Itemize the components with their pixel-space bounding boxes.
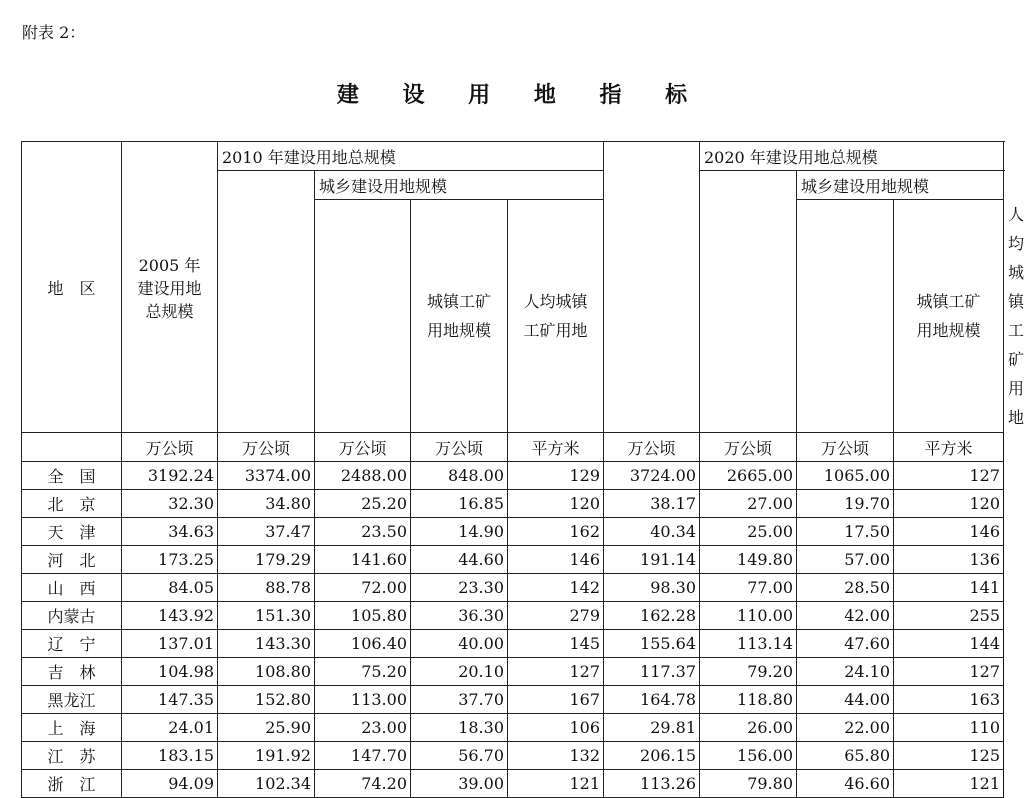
- value-cell: 20.10: [411, 658, 508, 686]
- value-cell: 40.00: [411, 630, 508, 658]
- value-cell: 848.00: [411, 462, 508, 490]
- value-cell: 28.50: [797, 574, 894, 602]
- value-cell: 56.70: [411, 742, 508, 770]
- value-cell: 16.85: [411, 490, 508, 518]
- header-2010-town-mine: 城镇工矿 用地规模: [411, 200, 508, 433]
- value-cell: 113.26: [604, 770, 700, 798]
- value-cell: 146: [894, 518, 1004, 546]
- value-cell: 34.80: [218, 490, 315, 518]
- value-cell: 102.34: [218, 770, 315, 798]
- value-cell: 23.00: [315, 714, 411, 742]
- value-cell: 167: [508, 686, 604, 714]
- unit-cell: 平方米: [508, 433, 604, 462]
- table-row: [22, 686, 1004, 714]
- page-note: 附表 2：: [22, 23, 86, 42]
- value-cell: 1065.00: [797, 462, 894, 490]
- value-cell: 106: [508, 714, 604, 742]
- value-cell: 127: [508, 658, 604, 686]
- header-2020-urban-rural: 城乡建设用地规模: [797, 171, 1004, 200]
- value-cell: 132: [508, 742, 604, 770]
- value-cell: 88.78: [218, 574, 315, 602]
- header-2020-ur-col: [797, 200, 894, 433]
- value-cell: 206.15: [604, 742, 700, 770]
- value-cell: 110.00: [700, 602, 797, 630]
- value-cell: 24.10: [797, 658, 894, 686]
- value-cell: 152.80: [218, 686, 315, 714]
- table-row: [22, 462, 1004, 490]
- header-2010-urban-rural: 城乡建设用地规模: [315, 171, 604, 200]
- value-cell: 94.09: [122, 770, 218, 798]
- value-cell: 32.30: [122, 490, 218, 518]
- unit-region-blank: [22, 433, 122, 462]
- header-2010-total-col: [218, 171, 315, 433]
- value-cell: 79.20: [700, 658, 797, 686]
- unit-cell: 万公顷: [411, 433, 508, 462]
- region-cell: 江 苏: [22, 742, 122, 770]
- value-cell: 75.20: [315, 658, 411, 686]
- header-2010-total: 2010 年建设用地总规模: [218, 142, 604, 171]
- header-region: 地 区: [22, 142, 122, 433]
- value-cell: 121: [508, 770, 604, 798]
- value-cell: 2665.00: [700, 462, 797, 490]
- value-cell: 44.00: [797, 686, 894, 714]
- value-cell: 120: [894, 490, 1004, 518]
- table-row: [22, 602, 1004, 630]
- header-2010-spacer: [604, 142, 700, 171]
- header-2010-ur-col: [315, 200, 411, 433]
- value-cell: 57.00: [797, 546, 894, 574]
- value-cell: 39.00: [411, 770, 508, 798]
- value-cell: 127: [894, 462, 1004, 490]
- unit-cell: 万公顷: [315, 433, 411, 462]
- table-row: [22, 658, 1004, 686]
- value-cell: 44.60: [411, 546, 508, 574]
- value-cell: 156.00: [700, 742, 797, 770]
- value-cell: 25.00: [700, 518, 797, 546]
- value-cell: 191.92: [218, 742, 315, 770]
- value-cell: 104.98: [122, 658, 218, 686]
- table-row: [22, 546, 1004, 574]
- value-cell: 25.20: [315, 490, 411, 518]
- value-cell: 37.70: [411, 686, 508, 714]
- value-cell: 79.80: [700, 770, 797, 798]
- value-cell: 129: [508, 462, 604, 490]
- value-cell: 136: [894, 546, 1004, 574]
- unit-cell: 万公顷: [218, 433, 315, 462]
- value-cell: 120: [508, 490, 604, 518]
- value-cell: 145: [508, 630, 604, 658]
- value-cell: 18.30: [411, 714, 508, 742]
- value-cell: 108.80: [218, 658, 315, 686]
- value-cell: 147.35: [122, 686, 218, 714]
- region-cell: 辽 宁: [22, 630, 122, 658]
- value-cell: 183.15: [122, 742, 218, 770]
- value-cell: 74.20: [315, 770, 411, 798]
- table-row: [22, 518, 1004, 546]
- value-cell: 14.90: [411, 518, 508, 546]
- value-cell: 34.63: [122, 518, 218, 546]
- value-cell: 137.01: [122, 630, 218, 658]
- region-cell: 上 海: [22, 714, 122, 742]
- value-cell: 77.00: [700, 574, 797, 602]
- value-cell: 191.14: [604, 546, 700, 574]
- header-2005-total: 2005 年 建设用地 总规模: [122, 142, 218, 433]
- value-cell: 29.81: [604, 714, 700, 742]
- unit-cell: 万公顷: [700, 433, 797, 462]
- value-cell: 24.01: [122, 714, 218, 742]
- land-indicator-table: 地 区 2005 年 建设用地 总规模 2010 年建设用地总规模 2020 年建设用地总规模 城乡建设用地规模 城乡建设用地规模 城镇工矿 用地规模 人均城镇 工矿用地 城镇工矿 用地规模 人均城镇 工矿用地 万公顷 万公顷 万公顷 万公顷 平方米 万公顷 万公顷 万公顷 平方米 全 国 3192.24 3374.00 2488.00 848.00 129 3724.00 2665.00 1065.00 127 北 京 32.30 34.80 25.20 16.85 120 38.17 27.00 19.70 120 天 津 34.63 37.47 23.50 14.90 162 40.34 25.00 17.50 146 河 北 173.25 179.29 141.60 44.60 146 191.14 149.80 57.00 136 山 西 84.05 88.78 72.00 23.30 142 98.30 77.00 28.50 141 内蒙古 143.92 151.30 105.80 36.30 279 162.28 110.00 42.00 255 辽 宁 137.01 143.30 106.40 40.00 145 155.64 113.14 47.60 144 吉 林 104.98 108.80 75.20 20.10 127 117.37 79.20 24.10 127 黑龙江 147.35 152.80 113.00 37.70 167 164.78 118.80 44.00 163 上 海 24.01 25.90 23.00 18.30 106 29.81 26.00 22.00 110 江 苏 183.15 191.92 147.70 56.70 132 206.15 156.00 65.80 125 浙 江 94.09 102.34 74.20 39.00 121 113.26 79.80 46.60 121: [21, 141, 1004, 798]
- table-row: [22, 574, 1004, 602]
- value-cell: 255: [894, 602, 1004, 630]
- page-title: 建 设 用 地 指 标: [336, 82, 706, 108]
- table-row: [22, 714, 1004, 742]
- value-cell: 47.60: [797, 630, 894, 658]
- header-2020-total: 2020 年建设用地总规模: [700, 142, 1004, 171]
- value-cell: 3724.00: [604, 462, 700, 490]
- unit-cell: 平方米: [894, 433, 1004, 462]
- value-cell: 163: [894, 686, 1004, 714]
- header-2020-total-col: [700, 171, 797, 433]
- value-cell: 147.70: [315, 742, 411, 770]
- value-cell: 127: [894, 658, 1004, 686]
- region-cell: 山 西: [22, 574, 122, 602]
- value-cell: 110: [894, 714, 1004, 742]
- value-cell: 105.80: [315, 602, 411, 630]
- unit-cell: 万公顷: [604, 433, 700, 462]
- value-cell: 113.00: [315, 686, 411, 714]
- value-cell: 113.14: [700, 630, 797, 658]
- value-cell: 141.60: [315, 546, 411, 574]
- value-cell: 19.70: [797, 490, 894, 518]
- value-cell: 162: [508, 518, 604, 546]
- value-cell: 143.92: [122, 602, 218, 630]
- unit-cell: 万公顷: [797, 433, 894, 462]
- value-cell: 106.40: [315, 630, 411, 658]
- value-cell: 22.00: [797, 714, 894, 742]
- region-cell: 浙 江: [22, 770, 122, 798]
- header-2010-per-capita: 人均城镇 工矿用地: [508, 200, 604, 433]
- value-cell: 179.29: [218, 546, 315, 574]
- value-cell: 118.80: [700, 686, 797, 714]
- table-row: [22, 490, 1004, 518]
- value-cell: 125: [894, 742, 1004, 770]
- value-cell: 117.37: [604, 658, 700, 686]
- value-cell: 144: [894, 630, 1004, 658]
- value-cell: 40.34: [604, 518, 700, 546]
- header-2010-spacer-2: [604, 171, 700, 433]
- value-cell: 38.17: [604, 490, 700, 518]
- units-row: [22, 433, 1004, 462]
- region-cell: 北 京: [22, 490, 122, 518]
- region-cell: 全 国: [22, 462, 122, 490]
- value-cell: 84.05: [122, 574, 218, 602]
- value-cell: 146: [508, 546, 604, 574]
- value-cell: 42.00: [797, 602, 894, 630]
- value-cell: 27.00: [700, 490, 797, 518]
- region-cell: 河 北: [22, 546, 122, 574]
- value-cell: 3374.00: [218, 462, 315, 490]
- value-cell: 164.78: [604, 686, 700, 714]
- value-cell: 25.90: [218, 714, 315, 742]
- region-cell: 内蒙古: [22, 602, 122, 630]
- value-cell: 121: [894, 770, 1004, 798]
- value-cell: 173.25: [122, 546, 218, 574]
- value-cell: 65.80: [797, 742, 894, 770]
- value-cell: 26.00: [700, 714, 797, 742]
- table-row: [22, 742, 1004, 770]
- header-2020-town-mine: 城镇工矿 用地规模: [894, 200, 1004, 433]
- table-row: [22, 630, 1004, 658]
- region-cell: 吉 林: [22, 658, 122, 686]
- value-cell: 142: [508, 574, 604, 602]
- value-cell: 98.30: [604, 574, 700, 602]
- value-cell: 3192.24: [122, 462, 218, 490]
- value-cell: 17.50: [797, 518, 894, 546]
- region-cell: 黑龙江: [22, 686, 122, 714]
- value-cell: 143.30: [218, 630, 315, 658]
- table-row: [22, 770, 1004, 798]
- value-cell: 279: [508, 602, 604, 630]
- region-cell: 天 津: [22, 518, 122, 546]
- value-cell: 149.80: [700, 546, 797, 574]
- value-cell: 151.30: [218, 602, 315, 630]
- value-cell: 23.30: [411, 574, 508, 602]
- value-cell: 46.60: [797, 770, 894, 798]
- unit-cell: 万公顷: [122, 433, 218, 462]
- value-cell: 155.64: [604, 630, 700, 658]
- value-cell: 141: [894, 574, 1004, 602]
- value-cell: 36.30: [411, 602, 508, 630]
- value-cell: 162.28: [604, 602, 700, 630]
- value-cell: 72.00: [315, 574, 411, 602]
- value-cell: 23.50: [315, 518, 411, 546]
- value-cell: 2488.00: [315, 462, 411, 490]
- value-cell: 37.47: [218, 518, 315, 546]
